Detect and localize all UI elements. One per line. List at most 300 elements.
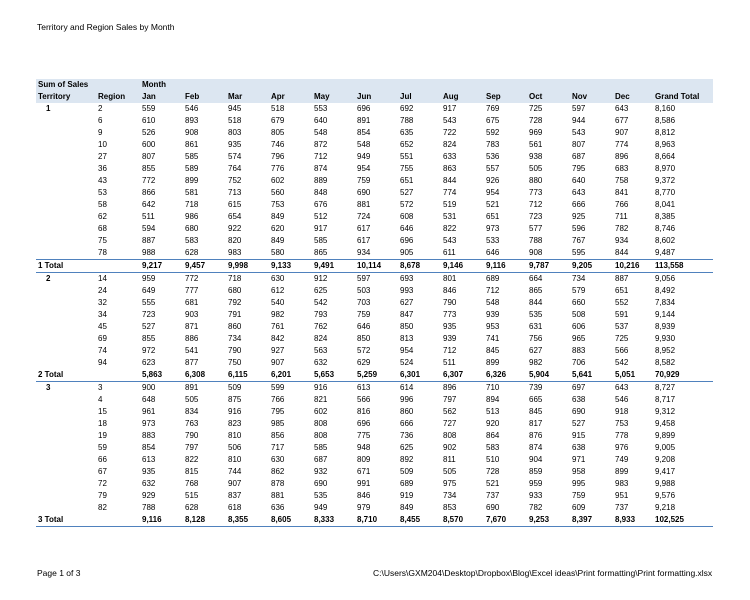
sales-cell: 555 — [142, 298, 156, 307]
sales-cell: 972 — [142, 346, 156, 355]
sales-cell: 589 — [185, 164, 199, 173]
sales-cell: 511 — [443, 358, 456, 367]
sales-cell: 585 — [185, 152, 199, 161]
sales-cell: 919 — [400, 491, 414, 500]
sales-cell: 848 — [314, 188, 328, 197]
sales-cell: 883 — [572, 346, 586, 355]
sales-cell: 764 — [228, 164, 242, 173]
sales-cell: 903 — [185, 310, 199, 319]
sales-cell: 845 — [486, 346, 500, 355]
sales-cell: 638 — [572, 443, 586, 452]
region-cell: 66 — [98, 455, 107, 464]
page-number: Page 1 of 3 — [37, 568, 81, 578]
sales-cell: 643 — [572, 188, 586, 197]
region-row — [36, 442, 713, 454]
territory-total-cell: 10,216 — [613, 260, 653, 273]
sales-cell: 871 — [185, 322, 199, 331]
sales-cell: 692 — [400, 104, 414, 113]
sales-cell: 718 — [226, 273, 269, 286]
row-total-cell: 8,160 — [655, 104, 676, 113]
row-total-cell: 9,208 — [655, 455, 676, 464]
region-cell: 9 — [98, 128, 103, 137]
sales-cell: 849 — [271, 212, 285, 221]
territory-total-cell: 9,146 — [441, 260, 484, 273]
region-row — [36, 345, 713, 357]
sales-cell: 896 — [615, 152, 629, 161]
row-total-cell: 8,952 — [655, 346, 676, 355]
sales-cell: 614 — [398, 382, 441, 395]
sales-cell: 925 — [572, 212, 586, 221]
sales-cell: 537 — [615, 322, 629, 331]
sales-cell: 515 — [185, 491, 199, 500]
sales-cell: 651 — [400, 176, 414, 185]
sales-cell: 817 — [529, 419, 543, 428]
sales-cell: 766 — [271, 395, 285, 404]
sales-cell: 915 — [572, 431, 586, 440]
sales-cell: 863 — [443, 164, 457, 173]
sales-cell: 845 — [529, 407, 543, 416]
row-total-cell: 9,930 — [655, 334, 676, 343]
sales-cell: 527 — [572, 419, 586, 428]
sales-cell: 807 — [572, 140, 586, 149]
sales-cell: 535 — [529, 310, 543, 319]
region-row — [36, 163, 713, 175]
sales-cell: 856 — [271, 431, 285, 440]
territory-header: Territory — [36, 91, 96, 103]
sales-cell: 631 — [529, 322, 543, 331]
sales-cell: 809 — [357, 455, 371, 464]
sales-cell: 563 — [314, 346, 328, 355]
sales-cell: 975 — [443, 479, 457, 488]
territory-total-cell: 5,051 — [613, 369, 653, 382]
sales-cell: 965 — [572, 334, 586, 343]
sales-cell: 935 — [142, 467, 156, 476]
sales-cell: 768 — [185, 479, 199, 488]
territory-total-cell: 6,307 — [441, 369, 484, 382]
sales-cell: 841 — [615, 188, 629, 197]
sales-cell: 543 — [572, 128, 586, 137]
sales-cell: 927 — [271, 346, 285, 355]
month-header: Jan — [140, 91, 183, 103]
region-cell: 10 — [98, 140, 107, 149]
territory-total-cell: 6,308 — [183, 369, 226, 382]
territory-label: 2 — [36, 273, 96, 286]
sales-cell: 541 — [185, 346, 199, 355]
region-cell: 78 — [98, 248, 107, 257]
sales-cell: 865 — [314, 248, 328, 257]
sales-cell: 690 — [314, 479, 328, 488]
territory-label: 3 — [36, 382, 96, 395]
sales-cell: 736 — [400, 431, 414, 440]
region-cell: 69 — [98, 334, 107, 343]
sales-cell: 595 — [572, 248, 586, 257]
region-cell: 3 — [96, 382, 140, 395]
sales-cell: 793 — [314, 310, 328, 319]
sales-cell: 752 — [228, 176, 242, 185]
pivot-body — [36, 103, 713, 527]
sales-cell: 816 — [357, 407, 371, 416]
month-header: Oct — [527, 91, 570, 103]
sales-cell: 711 — [615, 212, 628, 221]
territory-total-cell: 8,678 — [398, 260, 441, 273]
sales-cell: 886 — [185, 334, 199, 343]
month-header: Jul — [398, 91, 441, 103]
sales-cell: 795 — [271, 407, 285, 416]
sales-cell: 543 — [443, 116, 457, 125]
region-cell: 75 — [98, 236, 107, 245]
region-row — [36, 127, 713, 139]
region-cell: 6 — [98, 116, 103, 125]
sales-cell: 846 — [357, 491, 371, 500]
sales-cell: 696 — [357, 104, 371, 113]
sales-cell: 876 — [529, 431, 543, 440]
sales-cell: 651 — [486, 212, 500, 221]
sales-cell: 610 — [142, 116, 156, 125]
sales-cell: 646 — [486, 248, 500, 257]
region-row — [36, 285, 713, 297]
sales-cell: 597 — [572, 104, 586, 113]
territory-total-row — [36, 260, 713, 273]
sales-cell: 640 — [572, 176, 586, 185]
sales-cell: 675 — [486, 116, 500, 125]
sales-cell: 562 — [443, 407, 457, 416]
sales-cell: 679 — [271, 116, 285, 125]
sales-cell: 790 — [443, 298, 457, 307]
territory-total-row — [36, 514, 713, 527]
sales-cell: 583 — [185, 236, 199, 245]
sales-cell: 613 — [142, 455, 156, 464]
sales-cell: 874 — [529, 443, 543, 452]
region-cell: 24 — [98, 286, 107, 295]
sales-cell: 803 — [228, 128, 242, 137]
region-row — [36, 406, 713, 418]
territory-total-cell: 10,114 — [355, 260, 398, 273]
row-total-cell: 9,487 — [655, 248, 676, 257]
sales-cell: 583 — [486, 443, 500, 452]
row-total-cell: 7,834 — [655, 298, 676, 307]
territory-total-cell: 6,326 — [484, 369, 527, 382]
sales-cell: 756 — [529, 334, 543, 343]
sales-cell: 553 — [314, 104, 328, 113]
sales-cell: 640 — [314, 116, 328, 125]
sales-cell: 546 — [185, 104, 199, 113]
sales-cell: 849 — [271, 236, 285, 245]
sales-cell: 899 — [615, 467, 629, 476]
column-field-label: Month — [140, 79, 183, 91]
sales-cell: 996 — [400, 395, 414, 404]
sales-cell: 739 — [527, 382, 570, 395]
sales-cell: 918 — [615, 407, 629, 416]
sales-cell: 557 — [486, 164, 500, 173]
sales-cell: 772 — [183, 273, 226, 286]
sales-cell: 759 — [357, 176, 371, 185]
region-row — [36, 357, 713, 369]
row-total-cell: 9,056 — [653, 273, 713, 286]
sales-cell: 737 — [615, 503, 629, 512]
sales-cell: 958 — [572, 467, 586, 476]
sales-cell: 690 — [572, 407, 586, 416]
territory-total-label: 1 Total — [36, 260, 96, 273]
sales-cell: 782 — [615, 224, 629, 233]
sales-cell: 755 — [400, 164, 414, 173]
sales-cell: 505 — [443, 467, 457, 476]
sales-cell: 790 — [185, 431, 199, 440]
corner-label: Sum of Sales — [36, 79, 96, 91]
sales-cell: 949 — [314, 503, 328, 512]
sales-cell: 774 — [443, 188, 457, 197]
pivot-table — [36, 79, 713, 527]
row-total-cell: 8,664 — [655, 152, 676, 161]
sales-cell: 880 — [529, 176, 543, 185]
region-cell: 79 — [98, 491, 107, 500]
sales-cell: 531 — [443, 212, 457, 221]
territory-grand-total-cell: 113,558 — [653, 260, 713, 273]
sales-cell: 790 — [228, 346, 242, 355]
sales-cell: 916 — [228, 407, 242, 416]
sales-cell: 959 — [529, 479, 543, 488]
sales-cell: 680 — [228, 286, 242, 295]
region-row — [36, 297, 713, 309]
sales-cell: 995 — [572, 479, 586, 488]
sales-cell: 712 — [443, 346, 457, 355]
sales-cell: 633 — [443, 152, 457, 161]
region-cell: 14 — [96, 273, 140, 286]
sales-cell: 934 — [357, 248, 371, 257]
sales-cell: 680 — [185, 224, 199, 233]
row-total-cell: 8,963 — [655, 140, 676, 149]
row-total-cell: 8,385 — [655, 212, 676, 221]
sales-cell: 855 — [142, 164, 156, 173]
sales-cell: 666 — [572, 200, 586, 209]
sales-cell: 591 — [615, 310, 629, 319]
region-cell: 34 — [98, 310, 107, 319]
territory-grand-total-cell: 102,525 — [653, 514, 713, 527]
territory-total-cell: 9,217 — [140, 260, 183, 273]
sales-cell: 969 — [529, 128, 543, 137]
region-row — [36, 139, 713, 151]
row-total-cell: 8,586 — [655, 116, 676, 125]
region-row — [36, 430, 713, 442]
sales-cell: 723 — [529, 212, 543, 221]
sales-cell: 599 — [269, 382, 312, 395]
sales-cell: 535 — [314, 491, 328, 500]
sales-cell: 602 — [314, 407, 328, 416]
region-cell: 74 — [98, 346, 107, 355]
sales-cell: 648 — [142, 395, 156, 404]
sales-cell: 767 — [572, 236, 586, 245]
sales-cell: 773 — [443, 310, 457, 319]
sales-cell: 509 — [226, 382, 269, 395]
sales-cell: 823 — [228, 419, 242, 428]
region-row — [36, 247, 713, 260]
sales-cell: 824 — [314, 334, 328, 343]
sales-cell: 642 — [142, 200, 156, 209]
sales-cell: 737 — [486, 491, 500, 500]
sales-cell: 775 — [357, 431, 371, 440]
row-total-cell: 9,417 — [655, 467, 676, 476]
sales-cell: 666 — [400, 419, 414, 428]
sales-cell: 548 — [314, 128, 328, 137]
sales-cell: 690 — [486, 503, 500, 512]
sales-cell: 689 — [484, 273, 527, 286]
sales-cell: 623 — [142, 358, 156, 367]
sales-cell: 697 — [570, 382, 613, 395]
sales-cell: 907 — [615, 128, 629, 137]
month-header: Aug — [441, 91, 484, 103]
sales-cell: 948 — [357, 443, 371, 452]
sales-cell: 613 — [355, 382, 398, 395]
territory-total-cell: 8,605 — [269, 514, 312, 527]
sales-cell: 628 — [185, 503, 199, 512]
sales-cell: 922 — [228, 224, 242, 233]
sales-cell: 949 — [357, 152, 371, 161]
row-total-cell: 9,144 — [655, 310, 676, 319]
sales-cell: 677 — [615, 116, 629, 125]
sales-cell: 872 — [314, 140, 328, 149]
sales-cell: 572 — [357, 346, 371, 355]
sales-cell: 912 — [312, 273, 355, 286]
territory-total-cell: 9,787 — [527, 260, 570, 273]
row-total-cell: 8,041 — [655, 200, 676, 209]
sales-cell: 973 — [486, 224, 500, 233]
sales-cell: 734 — [443, 491, 457, 500]
territory-grand-total-cell: 70,929 — [653, 369, 713, 382]
region-cell: 68 — [98, 224, 107, 233]
sales-cell: 951 — [615, 491, 629, 500]
sales-cell: 628 — [185, 248, 199, 257]
region-row — [36, 382, 713, 395]
sales-cell: 527 — [142, 322, 156, 331]
region-cell: 15 — [98, 407, 107, 416]
sales-cell: 834 — [185, 407, 199, 416]
month-header: Mar — [226, 91, 269, 103]
sales-cell: 566 — [615, 346, 629, 355]
sales-cell: 611 — [443, 248, 456, 257]
sales-cell: 687 — [572, 152, 586, 161]
region-cell: 53 — [98, 188, 107, 197]
sales-cell: 944 — [572, 116, 586, 125]
sales-cell: 750 — [228, 358, 242, 367]
sales-cell: 585 — [314, 443, 328, 452]
territory-total-cell: 8,128 — [183, 514, 226, 527]
sales-cell: 518 — [271, 104, 285, 113]
sales-cell: 722 — [443, 128, 457, 137]
sales-cell: 646 — [357, 322, 371, 331]
sales-cell: 929 — [142, 491, 156, 500]
sales-cell: 632 — [314, 358, 328, 367]
sales-cell: 630 — [271, 455, 285, 464]
region-row — [36, 309, 713, 321]
sales-cell: 902 — [443, 443, 457, 452]
sales-cell: 513 — [486, 407, 500, 416]
territory-total-cell: 8,710 — [355, 514, 398, 527]
sales-cell: 993 — [400, 286, 414, 295]
sales-cell: 717 — [271, 443, 285, 452]
sales-cell: 877 — [185, 358, 199, 367]
region-cell: 59 — [98, 443, 107, 452]
sales-cell: 769 — [486, 104, 500, 113]
sales-cell: 808 — [314, 419, 328, 428]
sales-cell: 693 — [398, 273, 441, 286]
sales-cell: 899 — [486, 358, 500, 367]
sales-cell: 744 — [228, 467, 242, 476]
sales-cell: 724 — [357, 212, 371, 221]
sales-cell: 503 — [357, 286, 371, 295]
region-row — [36, 103, 713, 115]
sales-cell: 774 — [615, 140, 629, 149]
sales-cell: 753 — [271, 200, 285, 209]
sales-cell: 920 — [486, 419, 500, 428]
sales-cell: 548 — [357, 140, 371, 149]
sales-cell: 600 — [142, 140, 156, 149]
row-total-cell: 8,727 — [653, 382, 713, 395]
sales-cell: 896 — [441, 382, 484, 395]
sales-cell: 689 — [400, 479, 414, 488]
sales-cell: 609 — [572, 503, 586, 512]
sales-cell: 766 — [615, 200, 629, 209]
sales-cell: 916 — [312, 382, 355, 395]
sales-cell: 860 — [228, 322, 242, 331]
row-total-cell: 9,312 — [655, 407, 676, 416]
sales-cell: 618 — [228, 503, 242, 512]
sales-cell: 815 — [185, 467, 199, 476]
sales-cell: 853 — [443, 503, 457, 512]
sales-cell: 811 — [443, 455, 456, 464]
region-cell: 82 — [98, 503, 107, 512]
sales-cell: 521 — [486, 200, 500, 209]
sales-cell: 646 — [400, 224, 414, 233]
month-header: Nov — [570, 91, 613, 103]
sales-cell: 862 — [271, 467, 285, 476]
territory-total-cell: 9,998 — [226, 260, 269, 273]
sales-cell: 881 — [357, 200, 371, 209]
month-header: May — [312, 91, 355, 103]
sales-cell: 844 — [443, 176, 457, 185]
region-row — [36, 466, 713, 478]
region-cell: 32 — [98, 298, 107, 307]
row-total-cell: 9,218 — [655, 503, 676, 512]
sales-cell: 854 — [357, 128, 371, 137]
region-row — [36, 321, 713, 333]
sales-cell: 763 — [185, 419, 199, 428]
sales-cell: 660 — [572, 298, 586, 307]
sales-cell: 559 — [142, 104, 156, 113]
territory-total-cell: 9,133 — [269, 260, 312, 273]
sales-cell: 580 — [271, 248, 285, 257]
sales-cell: 577 — [529, 224, 543, 233]
region-cell: 19 — [98, 431, 107, 440]
sales-cell: 961 — [142, 407, 156, 416]
sales-cell: 808 — [314, 431, 328, 440]
sales-cell: 681 — [185, 298, 199, 307]
sales-cell: 728 — [486, 467, 500, 476]
region-cell: 4 — [98, 395, 103, 404]
sales-cell: 696 — [357, 419, 371, 428]
territory-total-label: 3 Total — [36, 514, 96, 527]
sales-cell: 788 — [400, 116, 414, 125]
sales-cell: 917 — [443, 104, 457, 113]
sales-cell: 579 — [572, 286, 586, 295]
region-row — [36, 235, 713, 247]
region-cell: 62 — [98, 212, 107, 221]
sales-cell: 894 — [486, 395, 500, 404]
region-row — [36, 115, 713, 127]
sales-cell: 652 — [400, 140, 414, 149]
sales-cell: 536 — [486, 152, 500, 161]
sales-cell: 986 — [185, 212, 199, 221]
sales-cell: 574 — [228, 152, 242, 161]
row-total-cell: 8,602 — [655, 236, 676, 245]
